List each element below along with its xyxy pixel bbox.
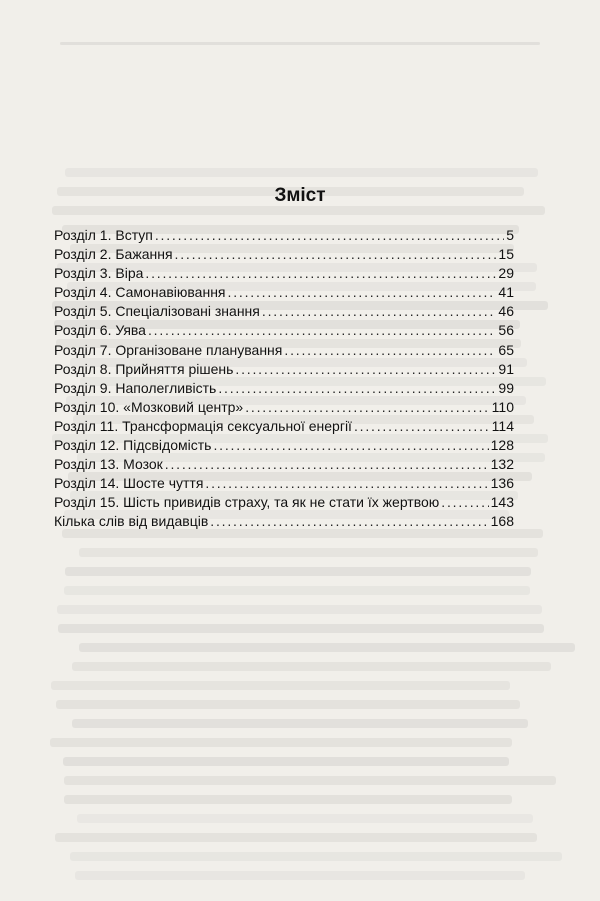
toc-leader [148, 321, 496, 340]
toc-entry[interactable] [54, 321, 514, 340]
toc-entry-label: Розділ 14. Шосте чуття [54, 475, 204, 492]
toc-entry[interactable] [54, 360, 514, 379]
toc-leader [245, 398, 489, 417]
toc-leader [262, 302, 497, 321]
toc-entry-label: Розділ 1. Вступ [54, 227, 153, 243]
toc-entry-page: 143 [490, 494, 514, 511]
toc-entry-page: 114 [491, 417, 514, 434]
toc-entry-page: 91 [498, 360, 514, 377]
toc-entry-label: Розділ 11. Трансформація сексуальної енергії [54, 417, 352, 434]
toc-entry-label: Розділ 10. «Мозковий центр» [54, 398, 244, 415]
toc-leader [218, 379, 496, 398]
toc-entry-page: 110 [491, 398, 514, 415]
toc-leader [228, 283, 497, 302]
toc-entry[interactable] [54, 245, 514, 264]
toc-entry-page: 128 [490, 437, 514, 454]
toc-entry[interactable] [54, 283, 514, 302]
toc-entry-label: Розділ 2. Бажання [54, 246, 173, 263]
toc-entry-page: 15 [498, 246, 514, 263]
toc-entry[interactable] [54, 398, 514, 417]
toc-entry-label: Розділ 7. Організоване планування [54, 341, 283, 358]
toc-entry-page: 29 [498, 265, 514, 282]
toc-entry[interactable] [54, 455, 514, 474]
toc-entry-page: 168 [490, 513, 514, 530]
toc-entry[interactable] [54, 493, 514, 512]
toc-entry[interactable] [54, 436, 514, 455]
toc-entry-page: 56 [498, 322, 514, 339]
toc-leader [175, 245, 497, 264]
toc-entry[interactable] [54, 474, 514, 493]
toc-entry[interactable] [54, 226, 514, 245]
toc-entry-label: Розділ 5. Спеціалізовані знання [54, 303, 260, 320]
toc-leader [235, 360, 496, 379]
toc-entry-label: Розділ 6. Уява [54, 322, 146, 339]
toc-list [54, 226, 514, 532]
toc-entry-page: 136 [490, 475, 514, 492]
toc-leader [213, 436, 488, 455]
toc-entry-label: Розділ 4. Самонавіювання [54, 284, 226, 301]
toc-entry-page: 41 [498, 284, 514, 301]
toc-entry-page: 99 [498, 379, 514, 396]
toc-entry-page: 65 [498, 341, 514, 358]
toc-leader [155, 226, 504, 245]
toc-leader [145, 264, 496, 283]
toc-entry[interactable] [54, 302, 514, 321]
toc-entry-label: Розділ 15. Шість привидів страху, та як не стати їх жертвою [54, 494, 440, 511]
toc-entry-page: 132 [490, 456, 514, 473]
toc-entry-page: 5 [506, 227, 514, 243]
toc-entry-label: Розділ 3. Віра [54, 265, 144, 282]
toc-leader [165, 455, 489, 474]
toc-entry[interactable] [54, 417, 514, 436]
toc-leader [441, 493, 488, 512]
toc-entry[interactable] [54, 341, 514, 360]
toc-entry[interactable] [54, 379, 514, 398]
toc-entry-label: Розділ 9. Наполегливість [54, 379, 217, 396]
toc-entry-label: Кілька слів від видавців [54, 513, 209, 530]
toc-leader [284, 341, 496, 360]
toc-title: Зміст [274, 185, 326, 206]
toc-entry-label: Розділ 12. Підсвідомість [54, 437, 212, 454]
toc-entry-label: Розділ 8. Прийняття рішень [54, 360, 234, 377]
toc-leader [354, 417, 490, 436]
toc-entry-page: 46 [498, 303, 514, 320]
toc-entry[interactable] [54, 512, 514, 531]
toc-leader [205, 474, 488, 493]
toc-entry-label: Розділ 13. Мозок [54, 456, 163, 473]
toc-entry[interactable] [54, 264, 514, 283]
toc-leader [210, 512, 488, 531]
